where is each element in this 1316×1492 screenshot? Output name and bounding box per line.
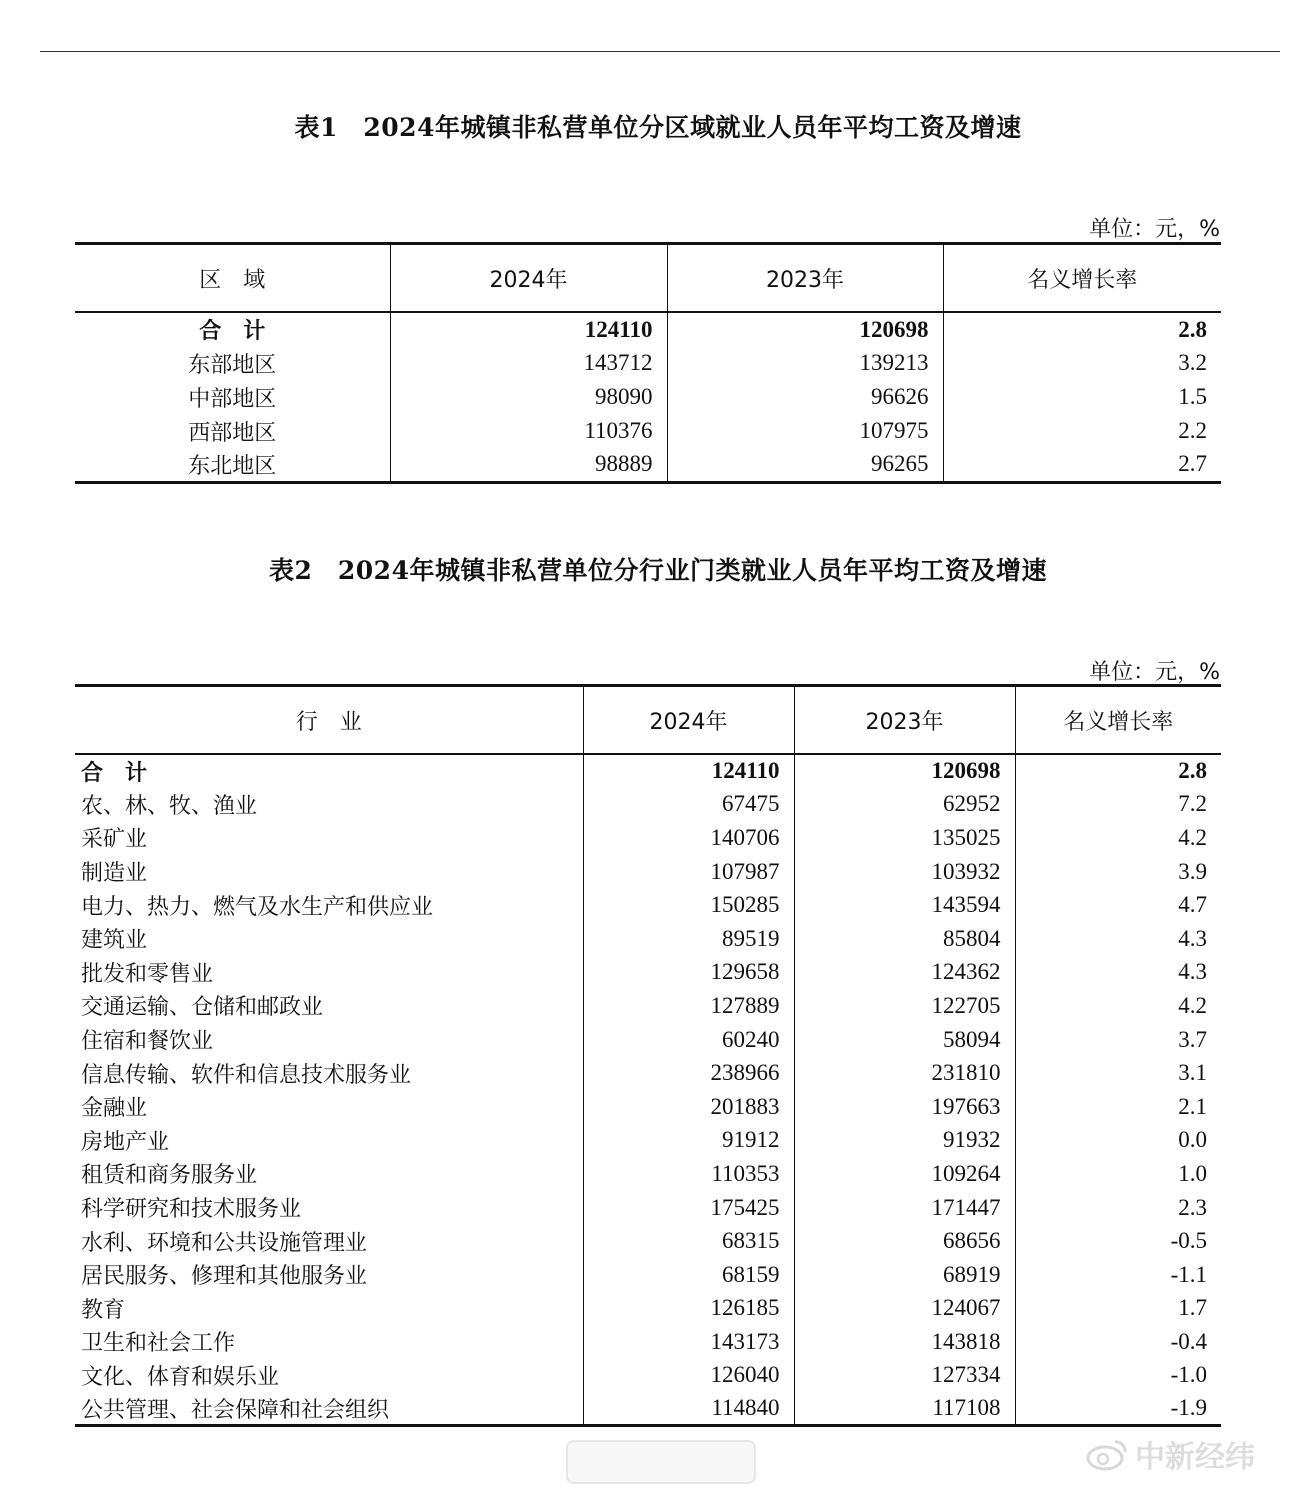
row-label: 建筑业 [81,928,148,954]
growth-rate: 7.2 [1015,788,1221,822]
table-row [75,1292,1221,1326]
growth-rate: 2.1 [1015,1090,1221,1124]
value-2023: 68919 [794,1258,1015,1292]
growth-rate: 2.3 [1015,1191,1221,1225]
value-2024: 126185 [583,1292,794,1326]
table-header-row [75,686,1221,755]
value-2024: 98889 [390,448,667,482]
value-2023: 143594 [794,888,1015,922]
value-2024: 68159 [583,1258,794,1292]
growth-rate: 0.0 [1015,1124,1221,1158]
row-label: 金融业 [81,1096,148,1122]
value-2023: 91932 [794,1124,1015,1158]
growth-rate: 2.7 [943,448,1221,482]
row-label: 西部地区 [188,420,277,446]
value-2023: 120698 [794,754,1015,788]
industry-wage-table [75,684,1221,1427]
header-region: 区 域 [75,244,390,313]
value-2023: 135025 [794,821,1015,855]
growth-rate: 2.8 [1015,754,1221,788]
row-label: 文化、体育和娱乐业 [81,1364,280,1390]
table-row [75,1056,1221,1090]
growth-rate: 2.2 [943,414,1221,448]
row-label: 交通运输、仓储和邮政业 [81,995,324,1021]
value-2024: 124110 [583,754,794,788]
growth-rate: -0.5 [1015,1224,1221,1258]
growth-rate: 4.2 [1015,821,1221,855]
row-label: 住宿和餐饮业 [81,1029,214,1055]
header-growth: 名义增长率 [1015,686,1221,755]
row-label: 信息传输、软件和信息技术服务业 [81,1062,412,1088]
row-label: 公共管理、社会保障和社会组织 [75,1392,583,1426]
table-row [75,1258,1221,1292]
table-row [75,1359,1221,1393]
row-label: 农、林、牧、渔业 [81,793,258,819]
value-2023: 117108 [794,1392,1015,1426]
table-row [75,1157,1221,1191]
row-label: 东北地区 [75,448,390,482]
growth-rate: -0.4 [1015,1325,1221,1359]
value-2023: 96265 [667,448,943,482]
header-2024: 2024年 [390,244,667,313]
table-row [75,855,1221,889]
value-2023: 62952 [794,788,1015,822]
growth-rate: 2.8 [943,312,1221,346]
value-2024: 143173 [583,1325,794,1359]
value-2024: 68315 [583,1224,794,1258]
growth-rate: 3.1 [1015,1056,1221,1090]
growth-rate: 4.7 [1015,888,1221,922]
table-row [75,448,1221,482]
row-label: 水利、环境和公共设施管理业 [81,1230,368,1256]
value-2024: 60240 [583,1023,794,1057]
value-2024: 107987 [583,855,794,889]
table-row [75,788,1221,822]
table-row [75,1023,1221,1057]
table1-title: 表1 2024年城镇非私营单位分区域就业人员年平均工资及增速 [294,113,1022,142]
weibo-icon [1085,1436,1129,1472]
header-2023: 2023年 [794,686,1015,755]
value-2023: 120698 [667,312,943,346]
header-2023: 2023年 [667,244,943,313]
total-row [75,754,1221,788]
row-label: 批发和零售业 [81,961,214,987]
table2-title: 表2 2024年城镇非私营单位分行业门类就业人员年平均工资及增速 [269,556,1047,585]
table-row [75,989,1221,1023]
value-2023: 96626 [667,380,943,414]
row-label: 教育 [81,1297,126,1323]
growth-rate: 1.7 [1015,1292,1221,1326]
row-label: 中部地区 [188,386,277,412]
table-row [75,1090,1221,1124]
header-2024: 2024年 [583,686,794,755]
value-2024: 175425 [583,1191,794,1225]
growth-rate: -1.9 [1015,1392,1221,1426]
value-2024: 67475 [583,788,794,822]
row-label: 制造业 [81,861,148,887]
growth-rate: 1.0 [1015,1157,1221,1191]
table-row [75,888,1221,922]
value-2024: 91912 [583,1124,794,1158]
growth-rate: 3.7 [1015,1023,1221,1057]
value-2024: 140706 [583,821,794,855]
table-row [75,1124,1221,1158]
watermark-brand-text: 中新经纬 [1135,1440,1255,1475]
value-2024: 110353 [583,1157,794,1191]
value-2024: 150285 [583,888,794,922]
table-header-row [75,244,1221,313]
value-2024: 110376 [390,414,667,448]
row-label: 电力、热力、燃气及水生产和供应业 [81,894,434,920]
growth-rate: -1.0 [1015,1359,1221,1393]
header-industry: 行 业 [75,686,583,755]
value-2024: 129658 [583,956,794,990]
value-2024: 238966 [583,1056,794,1090]
header-growth: 名义增长率 [943,244,1221,313]
value-2023: 197663 [794,1090,1015,1124]
watermark-overlay [566,1440,756,1484]
row-label: 东部地区 [188,352,277,378]
value-2023: 109264 [794,1157,1015,1191]
row-label: 科学研究和技术服务业 [81,1197,302,1223]
table1-unit: 单位：元，% [1089,217,1220,242]
table2-body [75,754,1221,1426]
table-row [75,1191,1221,1225]
value-2024: 114840 [583,1392,794,1426]
value-2023: 124362 [794,956,1015,990]
growth-rate: 3.9 [1015,855,1221,889]
growth-rate: 3.2 [943,346,1221,380]
growth-rate: 4.3 [1015,956,1221,990]
row-label: 卫生和社会工作 [81,1331,236,1357]
value-2023: 127334 [794,1359,1015,1393]
value-2023: 107975 [667,414,943,448]
row-label: 采矿业 [81,827,148,853]
value-2024: 201883 [583,1090,794,1124]
row-label: 租赁和商务服务业 [81,1163,258,1189]
table-row [75,1392,1221,1426]
value-2024: 127889 [583,989,794,1023]
growth-rate: 4.3 [1015,922,1221,956]
table-row [75,922,1221,956]
row-label: 居民服务、修理和其他服务业 [81,1264,368,1290]
value-2024: 124110 [390,312,667,346]
value-2024: 143712 [390,346,667,380]
value-2024: 98090 [390,380,667,414]
value-2023: 103932 [794,855,1015,889]
value-2023: 58094 [794,1023,1015,1057]
value-2023: 122705 [794,989,1015,1023]
row-label: 房地产业 [81,1129,170,1155]
watermark-brand [1085,1432,1255,1476]
table-row [75,1224,1221,1258]
value-2023: 139213 [667,346,943,380]
row-label: 合 计 [199,319,266,344]
table-row [75,414,1221,448]
table-row [75,380,1221,414]
table2-unit: 单位：元，% [1089,660,1220,685]
row-label: 合 计 [81,760,148,786]
total-row [75,312,1221,346]
top-rule [40,51,1280,52]
table-row [75,346,1221,380]
value-2024: 89519 [583,922,794,956]
growth-rate: -1.1 [1015,1258,1221,1292]
region-wage-table [75,242,1221,484]
value-2023: 171447 [794,1191,1015,1225]
value-2023: 85804 [794,922,1015,956]
value-2023: 68656 [794,1224,1015,1258]
value-2023: 143818 [794,1325,1015,1359]
value-2023: 124067 [794,1292,1015,1326]
table-row [75,821,1221,855]
value-2024: 126040 [583,1359,794,1393]
growth-rate: 4.2 [1015,989,1221,1023]
table-row [75,1325,1221,1359]
table-row [75,956,1221,990]
growth-rate: 1.5 [943,380,1221,414]
value-2023: 231810 [794,1056,1015,1090]
table1-body [75,312,1221,482]
